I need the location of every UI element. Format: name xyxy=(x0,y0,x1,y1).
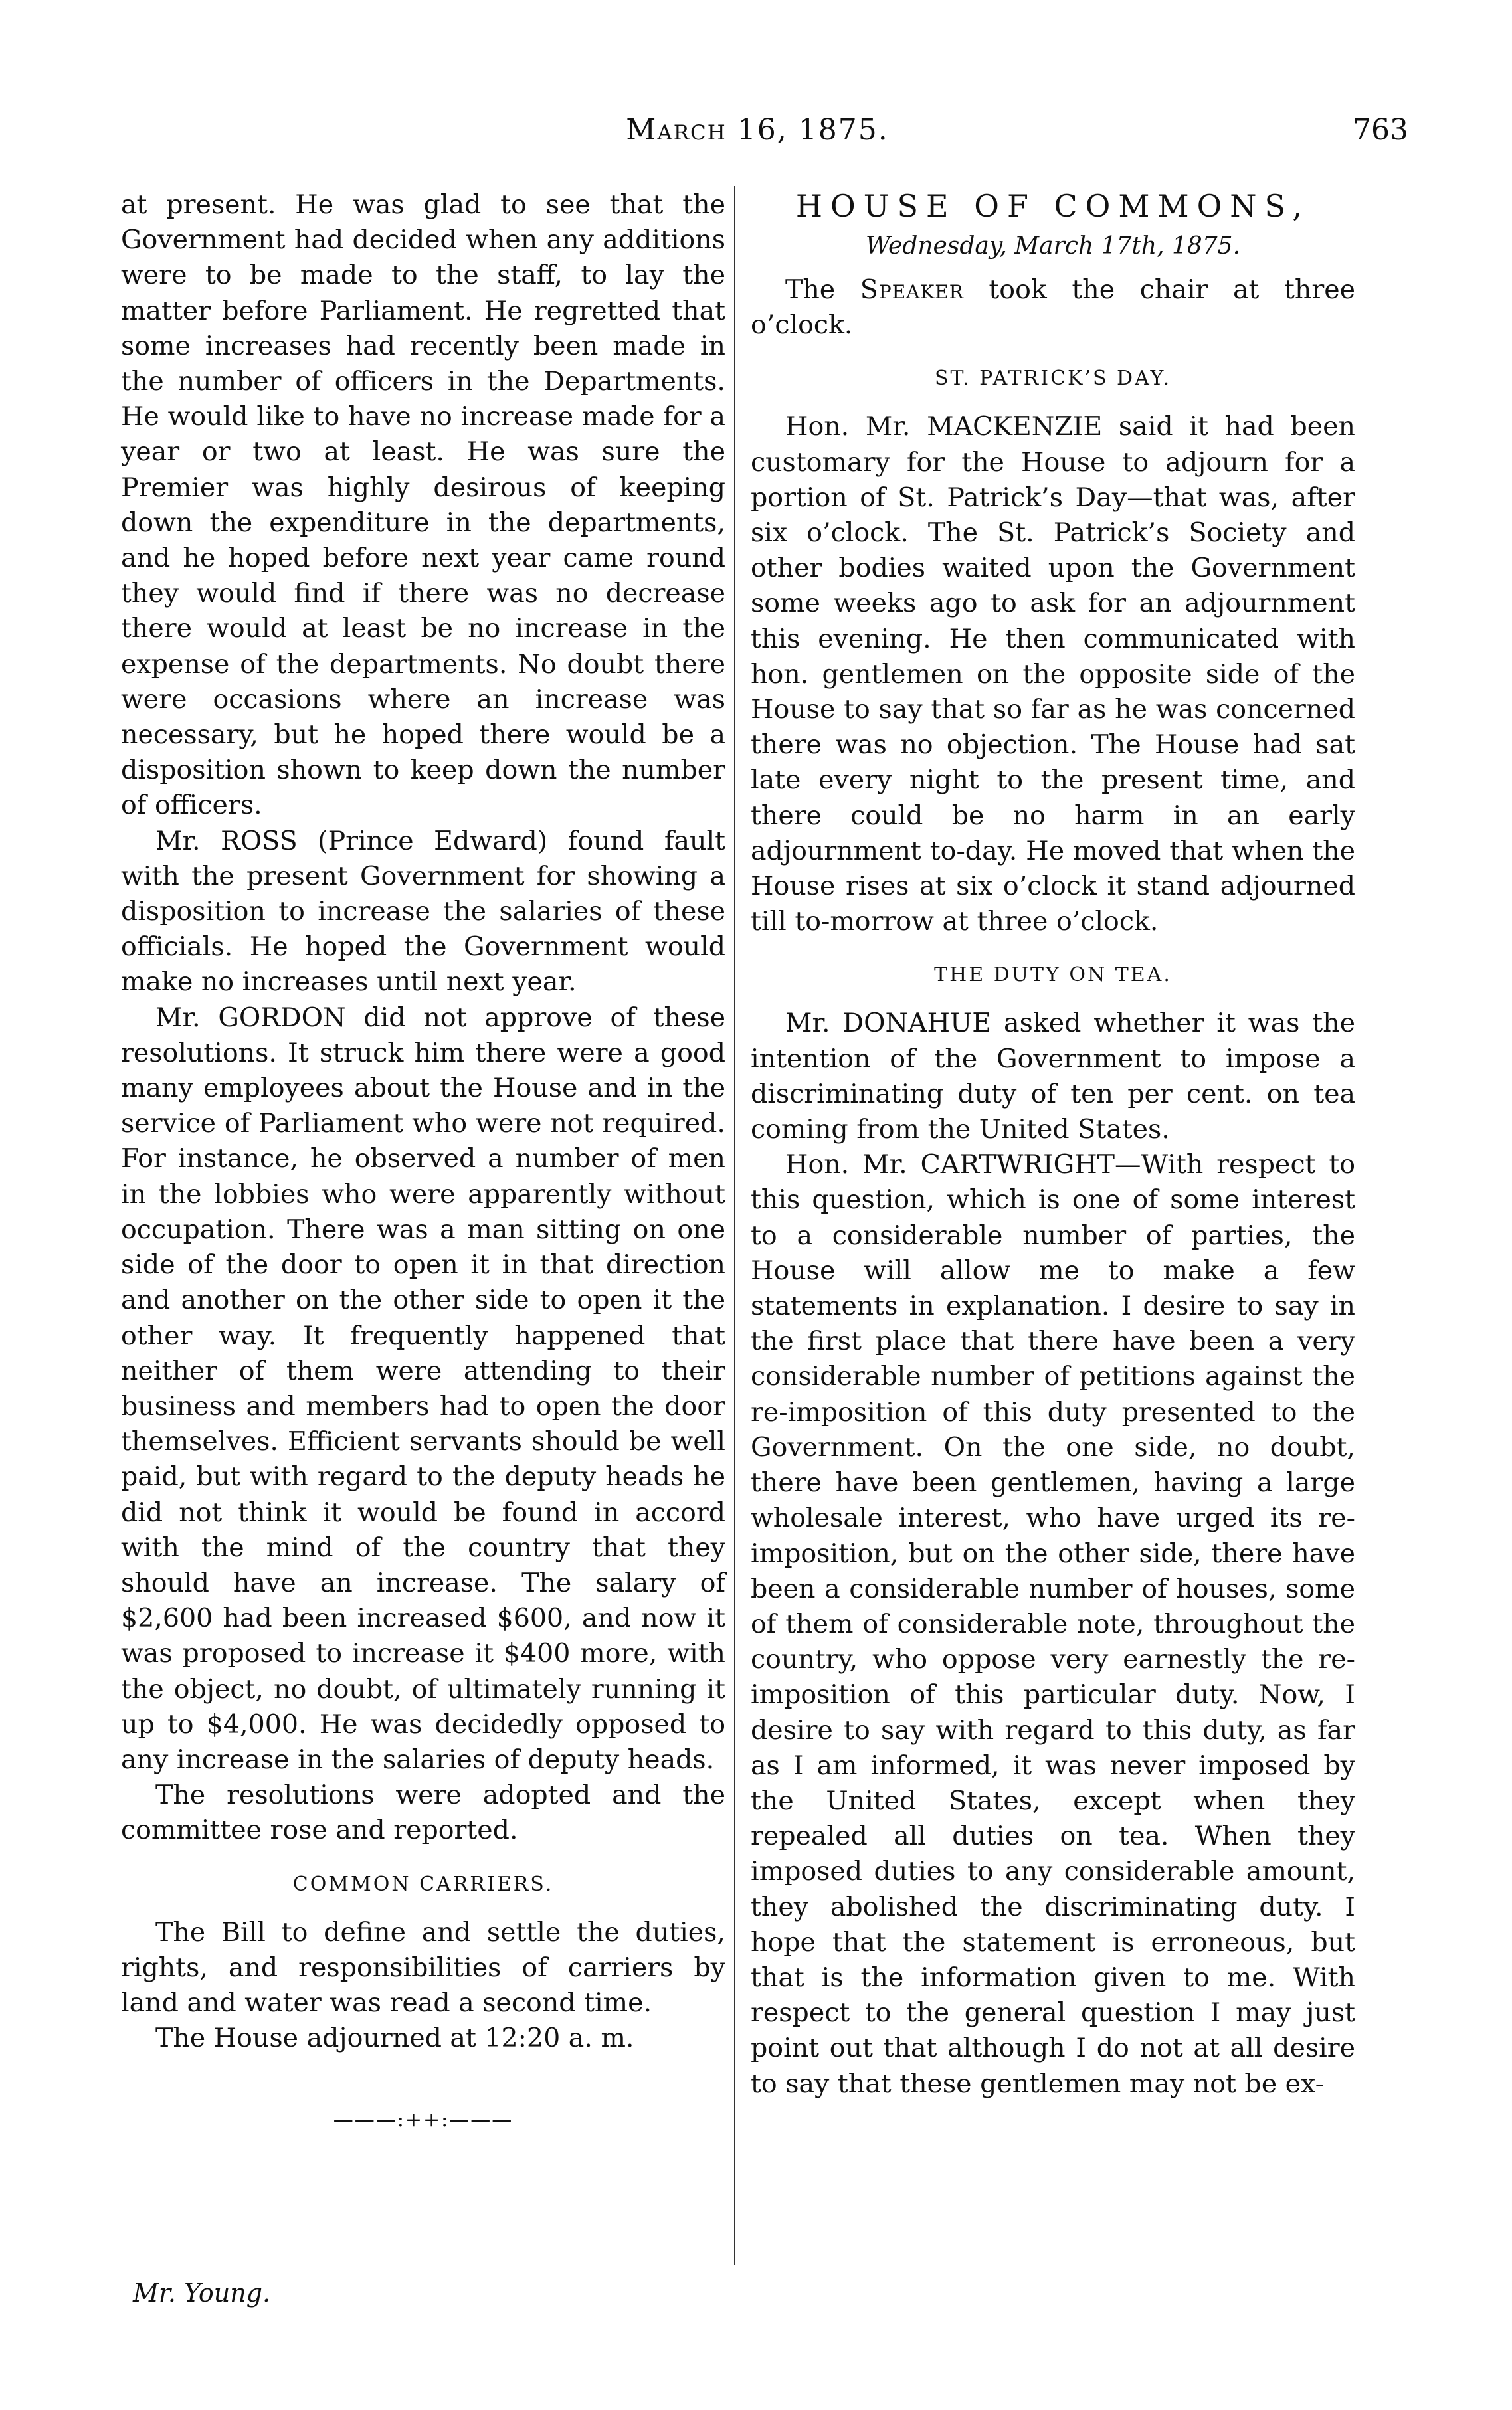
right-column xyxy=(751,187,1355,2102)
column-divider xyxy=(734,186,735,2265)
speaker-word: Speaker xyxy=(860,274,964,305)
house-title: HOUSE OF COMMONS, xyxy=(795,188,1311,224)
paragraph-donahue: Mr. DONAHUE asked whether it was the intention of the Government to impose a discriminating duty of ten per cent. on tea coming from the United States. xyxy=(751,1008,1355,1145)
footer-signature-name: Mr. Young. xyxy=(133,2278,271,2308)
paragraph-cartwright: Hon. Mr. CARTWRIGHT—With respect to this question, which is one of some interest to a considerable number of parties, the House will allow me to make a few statements in explanation. I desire to say in the first place that there have been a very considerable number of petitions against the re-imposition of this duty presented to the Government. On the one side, no doubt, there have been gentlemen, having a large wholesale interest, who have urged its re-imposition, but on the other side, there have been a considerable number of houses, some of them of considerable note, throughout the country, who oppose very earnestly the re-imposition of this particular duty. Now, I desire to say with regard to this duty, as far as I am informed, it was never imposed by the United States, except when they repealed all duties on tea. When they imposed duties to any considerable amount, they abolished the discriminating duty. I hope that the statement is erroneous, but that is the information given to me. With respect to the general question I may just point out that although I do not at all desire to say that these gentlemen may not be ex- xyxy=(751,1149,1355,2099)
left-column xyxy=(121,187,725,2138)
paragraph-carriers-bill: The Bill to define and settle the duties, rights, and responsibilities of carriers by land and water was read a second time. xyxy=(121,1916,725,2018)
paragraph-ross: Mr. ROSS (Prince Edward) found fault with the present Government for showing a disposition to increase the salaries of these officials. He hoped the Government would make no increases until next year. xyxy=(121,825,725,998)
section-heading-st-patrick: ST. PATRICK’S DAY. xyxy=(934,367,1172,391)
section-heading-duty-tea: THE DUTY ON TEA. xyxy=(934,963,1172,987)
speaker-pre: The xyxy=(785,274,860,305)
paragraph-gordon: Mr. GORDON did not approve of these resolutions. It struck him there were a good many employees about the House and in the service of Parliament who were not required. For instance, he observed a number of men in the lobbies who were apparently without occupation. There was a man sitting on one side of the door to open it in that direction and another on the other side to open it the other way. It frequently happened that neither of them were attending to their business and members had to open the door themselves. Efficient servants should be well paid, but with regard to the deputy heads he did not think it would be found in accord with the mind of the country that they should have an increase. The salary of $2,600 had been increased $600, and now it was proposed to increase it $400 more, with the object, no doubt, of ultimately running it up to $4,000. He was decidedly opposed to any increase in the salaries of deputy heads. xyxy=(121,1002,725,1775)
page-header-date: March 16, 1875. xyxy=(626,113,889,147)
paragraph-continuation: at present. He was glad to see that the Government had decided when any additions were to be made to the staff, to lay the matter before Parliament. He regretted that some increases had recently been made in the number of officers in the Departments. He would like to have no increase made for a year or two at least. He was sure the Premier was highly desirous of keeping down the expenditure in the departments, and he hoped before next year came round they would find if there was no decrease there would at least be no increase in the expense of the departments. No doubt there were occasions where an increase was necessary, but he hoped there would be a disposition shown to keep down the number of officers. xyxy=(121,189,725,821)
paragraph-resolutions: The resolutions were adopted and the committee rose and reported. xyxy=(121,1780,725,1846)
section-heading-common-carriers: COMMON CARRIERS. xyxy=(292,1872,554,1896)
section-separator: ———:++:——— xyxy=(333,2108,514,2132)
paragraph-speaker xyxy=(751,272,1355,343)
paragraph-adjourned: The House adjourned at 12:20 a. m. xyxy=(155,2023,634,2054)
page-number: 763 xyxy=(1353,113,1408,147)
speaker-post: took the chair at three o’clock. xyxy=(751,274,1355,341)
house-date: Wednesday, March 17th, 1875. xyxy=(865,232,1241,260)
paragraph-mackenzie: Hon. Mr. MACKENZIE said it had been customary for the House to adjourn for a portion of St. Patrick’s Day—that was, after six o’clock. The St. Patrick’s Society and other bodies waited upon the Government some weeks ago to ask for an adjournment this evening. He then communicated with hon. gentlemen on the opposite side of the House to say that so far as he was concerned there was no objection. The House had sat late every night to the present time, and there could be no harm in an early adjournment to-day. He moved that when the House rises at six o’clock it stand adjourned till to-morrow at three o’clock. xyxy=(751,411,1355,937)
